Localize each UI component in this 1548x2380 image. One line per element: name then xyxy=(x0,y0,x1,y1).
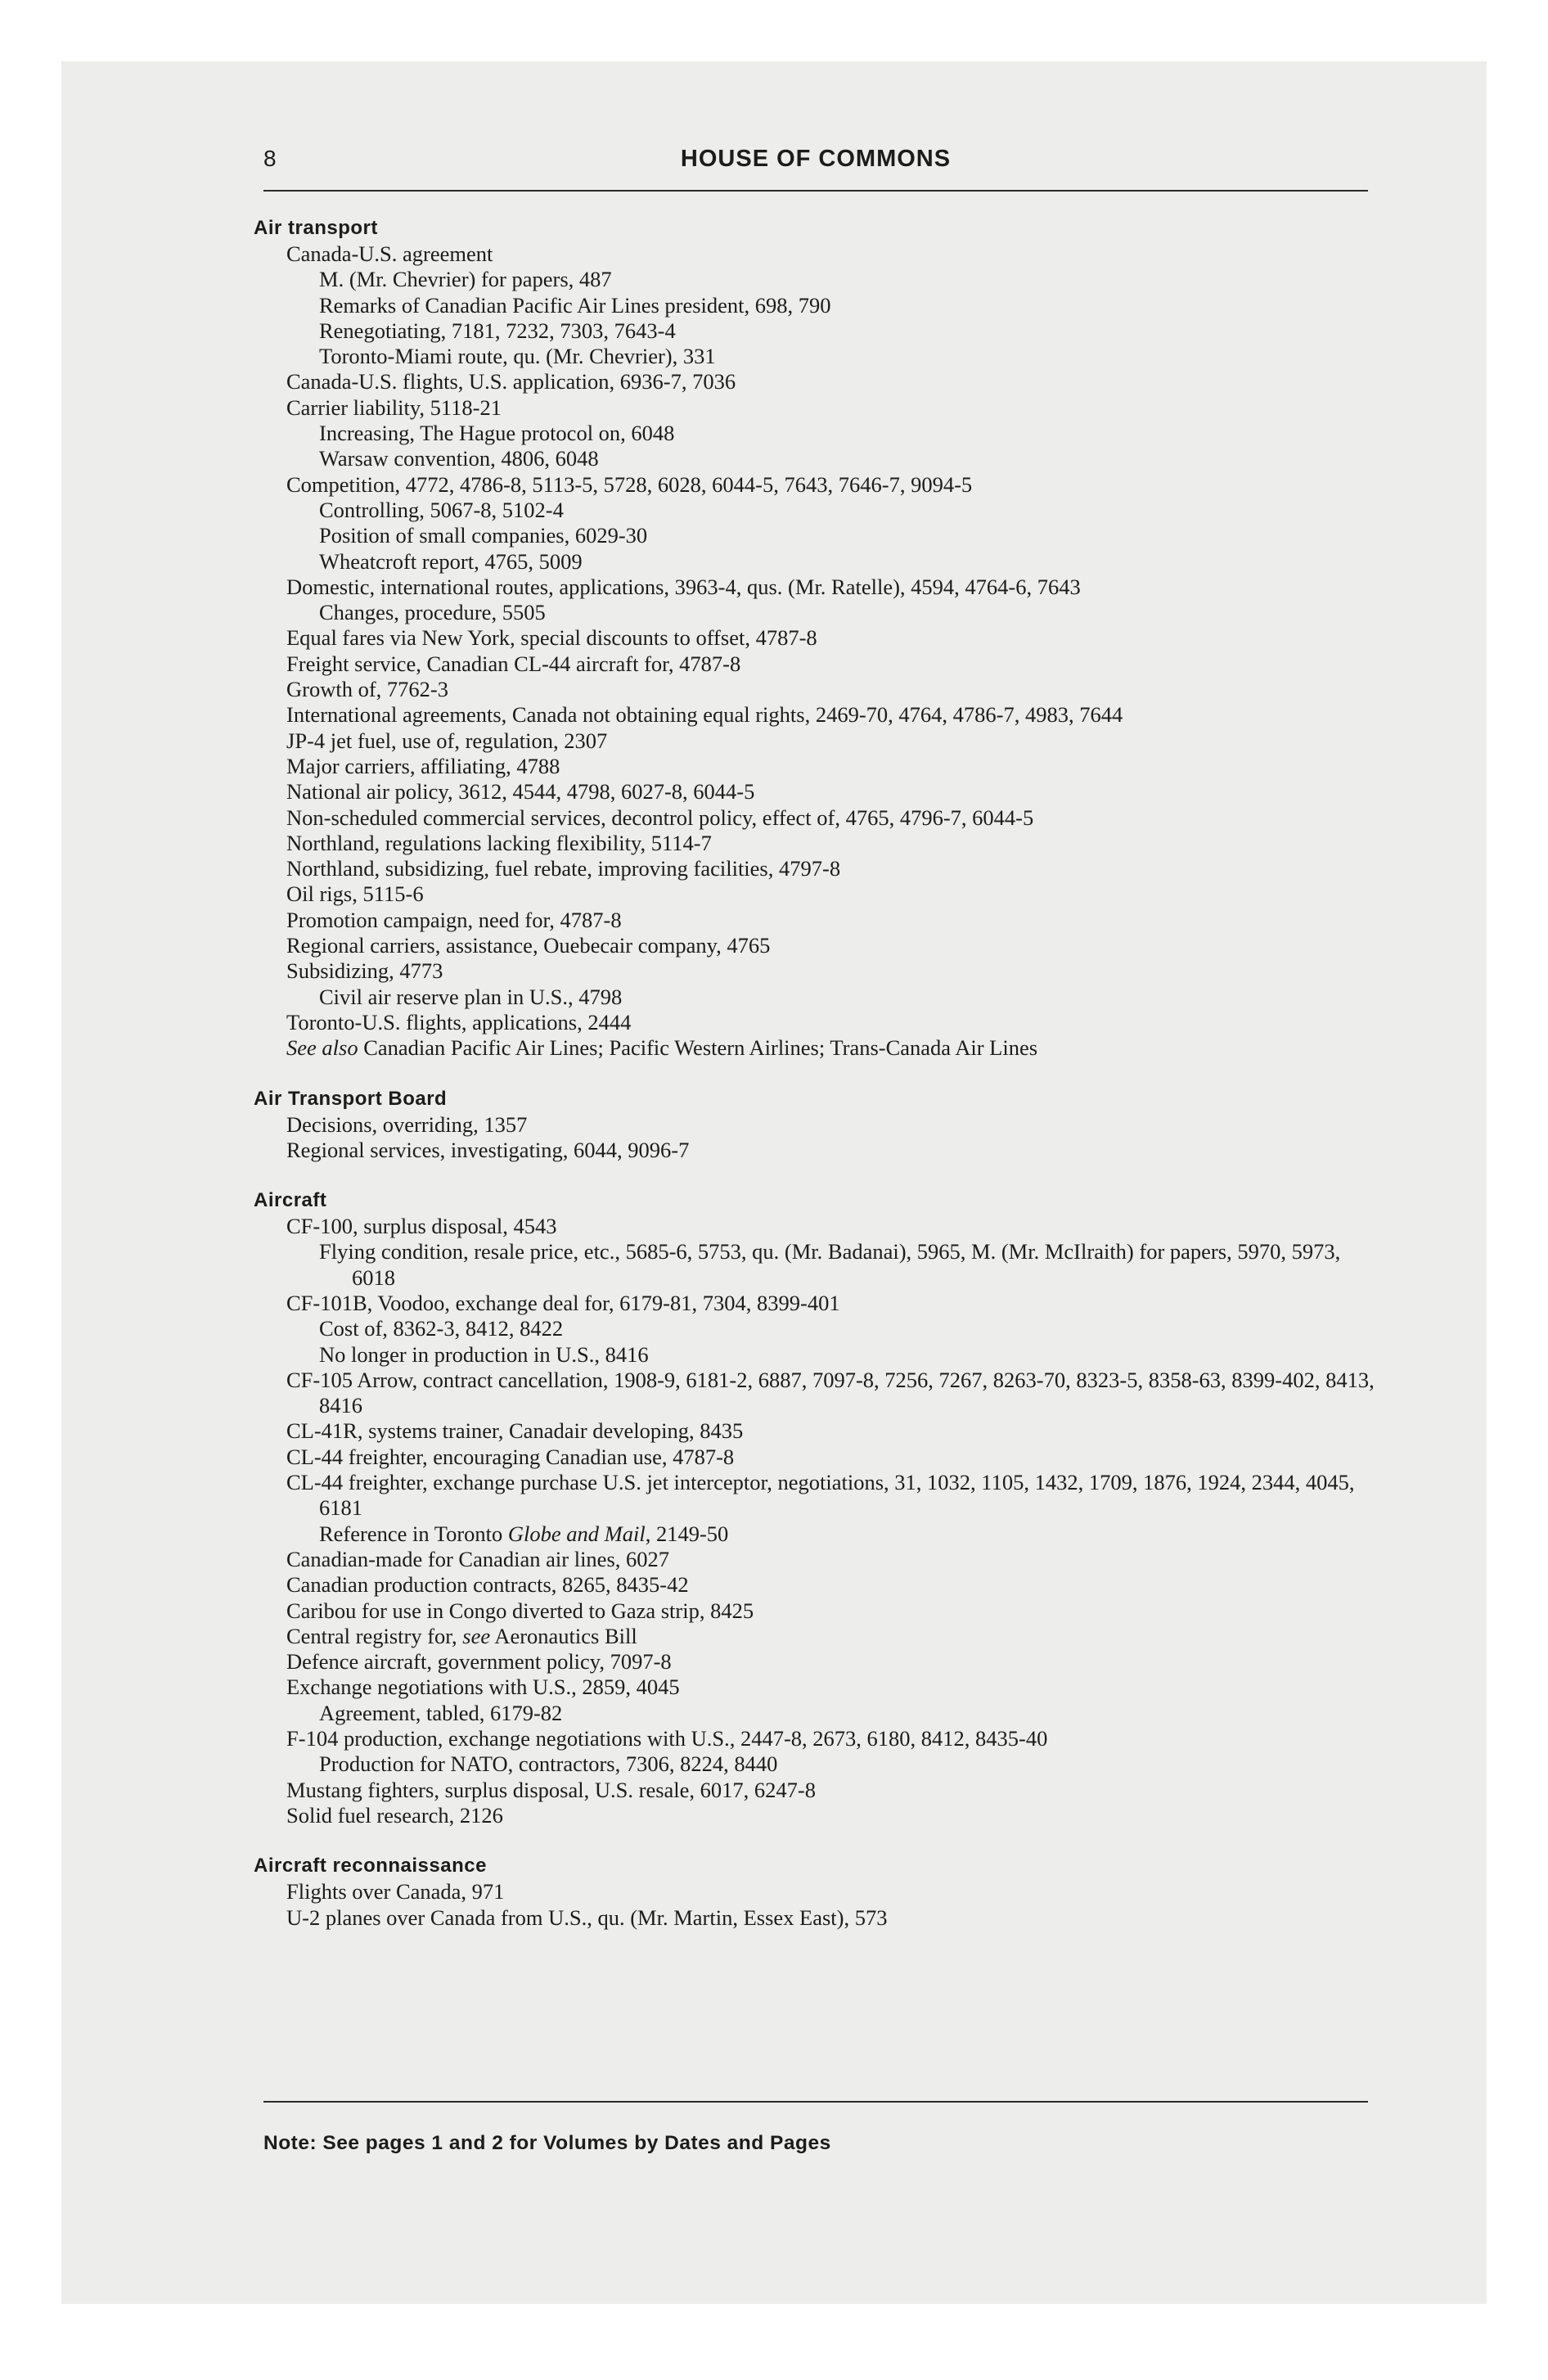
index-entry xyxy=(286,1112,1375,1138)
entry-text: Caribou for use in Congo diverted to Gaza strip, 8425 xyxy=(286,1598,754,1623)
entry-text: Toronto-U.S. flights, applications, 2444 xyxy=(286,1009,632,1034)
entry-text: Subsidizing, 4773 xyxy=(286,958,443,984)
section-heading: Air Transport Board xyxy=(254,1087,448,1110)
index-subentry xyxy=(319,1521,1375,1547)
index-entry xyxy=(286,241,1375,267)
index-entry xyxy=(286,1010,1375,1035)
entry-text: Non-scheduled commercial services, decontrol policy, effect of, 4765, 4796-7, 6044-5 xyxy=(286,805,1034,830)
index-entry xyxy=(286,779,1375,805)
entry-text: Canadian Pacific Air Lines; Pacific Western Airlines; Trans-Canada Air Lines xyxy=(358,1035,1038,1061)
section-heading: Aircraft reconnaissance xyxy=(254,1855,487,1877)
entry-text: No longer in production in U.S., 8416 xyxy=(319,1341,649,1367)
index-entry xyxy=(286,933,1375,958)
entry-text: CL-44 freighter, exchange purchase U.S. jet interceptor, negotiations, 31, 1032, 1105, 1432, 1709, 1876, 1924, 2344, 4045, 6181 xyxy=(286,1470,1355,1521)
entry-text: Toronto-Miami route, qu. (Mr. Chevrier), 331 xyxy=(319,344,716,369)
index-subentry xyxy=(319,600,1375,625)
entry-text: Wheatcroft report, 4765, 5009 xyxy=(319,548,583,574)
index-entry xyxy=(286,1138,1375,1163)
entry-text: Production for NATO, contractors, 7306, 8224, 8440 xyxy=(319,1751,778,1777)
header-rule xyxy=(263,190,1368,192)
index-entry xyxy=(286,1291,1375,1316)
entry-text: Flights over Canada, 971 xyxy=(286,1879,505,1904)
entry-text: Central registry for, xyxy=(286,1623,463,1648)
index-entry xyxy=(286,1778,1375,1803)
index-entry xyxy=(286,1470,1375,1521)
index-entry xyxy=(286,1214,1375,1239)
index-entry xyxy=(286,677,1375,702)
index-subentry xyxy=(319,421,1375,446)
index-subentry xyxy=(319,523,1375,548)
entry-text: Domestic, international routes, applications, 3963-4, qus. (Mr. Ratelle), 4594, 4764-6, 7643 xyxy=(286,574,1081,599)
entry-text: Regional services, investigating, 6044, 9096-7 xyxy=(286,1137,690,1162)
index-entry xyxy=(286,1368,1375,1419)
index-subentry xyxy=(319,549,1375,575)
entry-text: U-2 planes over Canada from U.S., qu. (Mr. Martin, Essex East), 573 xyxy=(286,1904,888,1930)
entry-text: CF-105 Arrow, contract cancellation, 1908-9, 6181-2, 6887, 7097-8, 7256, 7267, 8263-70, 8323-5, 8358-63, 8399-402, 8413, 8416 xyxy=(286,1367,1375,1418)
entry-text: M. (Mr. Chevrier) for papers, 487 xyxy=(319,267,612,292)
running-title: HOUSE OF COMMONS xyxy=(680,146,952,172)
footer-rule xyxy=(263,2101,1368,2103)
index-entry xyxy=(286,1726,1375,1751)
index-subentry xyxy=(319,498,1375,523)
index-entry xyxy=(286,728,1375,754)
index-subentry xyxy=(319,1701,1375,1726)
index-entry xyxy=(286,1035,1375,1061)
entry-text: CL-41R, systems trainer, Canadair developing, 8435 xyxy=(286,1418,744,1444)
entry-italic: Globe and Mail xyxy=(507,1521,646,1546)
index-body xyxy=(254,215,1375,1955)
entry-text: Northland, regulations lacking flexibility, 5114-7 xyxy=(286,830,712,855)
entry-text: Equal fares via New York, special discounts to offset, 4787-8 xyxy=(286,625,817,651)
entry-text: Regional carriers, assistance, Ouebecair company, 4765 xyxy=(286,933,771,958)
index-entry xyxy=(286,625,1375,651)
entry-text: Mustang fighters, surplus disposal, U.S. resale, 6017, 6247-8 xyxy=(286,1777,816,1802)
page-header xyxy=(263,146,1368,182)
index-subentry xyxy=(319,1342,1375,1368)
entry-text: F-104 production, exchange negotiations with U.S., 2447-8, 2673, 6180, 8412, 8435-40 xyxy=(286,1726,1048,1751)
index-section xyxy=(254,1188,1375,1828)
entry-text: CF-100, surplus disposal, 4543 xyxy=(286,1214,557,1239)
entry-text: Changes, procedure, 5505 xyxy=(319,600,546,625)
section-heading: Air transport xyxy=(254,217,378,239)
entry-text: Increasing, The Hague protocol on, 6048 xyxy=(319,421,675,446)
index-entry xyxy=(286,1572,1375,1598)
entry-text: Carrier liability, 5118-21 xyxy=(286,394,502,420)
entry-text: Canadian production contracts, 8265, 8435-42 xyxy=(286,1572,689,1598)
entry-italic: see xyxy=(462,1623,491,1648)
index-entry xyxy=(286,1624,1375,1649)
entry-text: Warsaw convention, 4806, 6048 xyxy=(319,446,599,471)
entry-text: Promotion campaign, need for, 4787-8 xyxy=(286,907,622,932)
index-section xyxy=(254,215,1375,1062)
entry-text: Canada-U.S. flights, U.S. application, 6936-7, 7036 xyxy=(286,369,736,394)
index-subentry xyxy=(319,293,1375,318)
index-entry xyxy=(286,472,1375,498)
entry-text: CF-101B, Voodoo, exchange deal for, 6179-81, 7304, 8399-401 xyxy=(286,1290,840,1315)
entry-text: JP-4 jet fuel, use of, regulation, 2307 xyxy=(286,728,608,753)
index-subentry xyxy=(319,1316,1375,1341)
index-entry xyxy=(286,702,1375,728)
index-entry xyxy=(286,856,1375,881)
index-subentry xyxy=(319,344,1375,369)
index-entry xyxy=(286,395,1375,421)
index-entry xyxy=(286,1675,1375,1700)
index-entry xyxy=(286,1803,1375,1828)
entry-text: CL-44 freighter, encouraging Canadian use, 4787-8 xyxy=(286,1444,735,1469)
index-entry xyxy=(286,1418,1375,1444)
entry-text: Growth of, 7762-3 xyxy=(286,677,448,702)
entry-text: Cost of, 8362-3, 8412, 8422 xyxy=(319,1316,564,1341)
entry-text: Northland, subsidizing, fuel rebate, improving facilities, 4797-8 xyxy=(286,856,841,881)
index-entry xyxy=(286,831,1375,856)
index-subentry xyxy=(319,1751,1375,1777)
entry-text: National air policy, 3612, 4544, 4798, 6027-8, 6044-5 xyxy=(286,779,755,805)
index-entry xyxy=(286,1649,1375,1675)
index-subentry xyxy=(319,446,1375,471)
index-entry xyxy=(286,881,1375,907)
entry-text: Flying condition, resale price, etc., 5685-6, 5753, qu. (Mr. Badanai), 5965, M. (Mr. McIlraith) for papers, 5970, 5973, 6018 xyxy=(319,1239,1341,1290)
entry-text: Canadian-made for Canadian air lines, 6027 xyxy=(286,1546,670,1571)
section-heading: Aircraft xyxy=(254,1189,327,1212)
index-subentry xyxy=(319,318,1375,344)
index-entry xyxy=(286,369,1375,394)
entry-italic: See also xyxy=(286,1035,358,1061)
index-entry xyxy=(286,1879,1375,1904)
index-entry xyxy=(286,1547,1375,1572)
index-subentry xyxy=(319,985,1375,1010)
index-entry xyxy=(286,908,1375,933)
index-section xyxy=(254,1086,1375,1164)
index-entry xyxy=(286,1598,1375,1624)
entry-text: Civil air reserve plan in U.S., 4798 xyxy=(319,984,623,1009)
entry-text: Remarks of Canadian Pacific Air Lines president, 698, 790 xyxy=(319,292,831,318)
entry-text: Reference in Toronto xyxy=(319,1521,508,1546)
entry-text: Competition, 4772, 4786-8, 5113-5, 5728, 6028, 6044-5, 7643, 7646-7, 9094-5 xyxy=(286,471,973,497)
entry-text: Freight service, Canadian CL-44 aircraft for, 4787-8 xyxy=(286,651,741,676)
footer-note: Note: See pages 1 and 2 for Volumes by Dates and Pages xyxy=(263,2132,831,2154)
entry-text: Decisions, overriding, 1357 xyxy=(286,1111,528,1137)
index-subentry xyxy=(319,1239,1375,1291)
entry-text: International agreements, Canada not obtaining equal rights, 2469-70, 4764, 4786-7, 4983, 7644 xyxy=(286,702,1123,728)
index-entry xyxy=(286,805,1375,831)
entry-text: Position of small companies, 6029-30 xyxy=(319,523,648,548)
index-entry xyxy=(286,958,1375,984)
index-entry xyxy=(286,575,1375,600)
entry-text: Defence aircraft, government policy, 7097-8 xyxy=(286,1649,672,1675)
index-entry xyxy=(286,754,1375,779)
entry-text: Major carriers, affiliating, 4788 xyxy=(286,753,560,778)
entry-text: Controlling, 5067-8, 5102-4 xyxy=(319,497,564,522)
entry-text: Oil rigs, 5115-6 xyxy=(286,881,424,907)
entry-text: Agreement, tabled, 6179-82 xyxy=(319,1700,563,1725)
page-number: 8 xyxy=(263,146,277,171)
index-entry xyxy=(286,1445,1375,1470)
entry-text: Solid fuel research, 2126 xyxy=(286,1802,503,1828)
entry-text: Aeronautics Bill xyxy=(490,1623,637,1648)
index-subentry xyxy=(319,267,1375,292)
index-entry xyxy=(286,1905,1375,1931)
entry-text: Exchange negotiations with U.S., 2859, 4045 xyxy=(286,1675,680,1700)
entry-text: , 2149-50 xyxy=(645,1521,729,1546)
entry-text: Canada-U.S. agreement xyxy=(286,241,493,266)
entry-text: Renegotiating, 7181, 7232, 7303, 7643-4 xyxy=(319,318,676,343)
index-entry xyxy=(286,651,1375,677)
index-section xyxy=(254,1853,1375,1931)
